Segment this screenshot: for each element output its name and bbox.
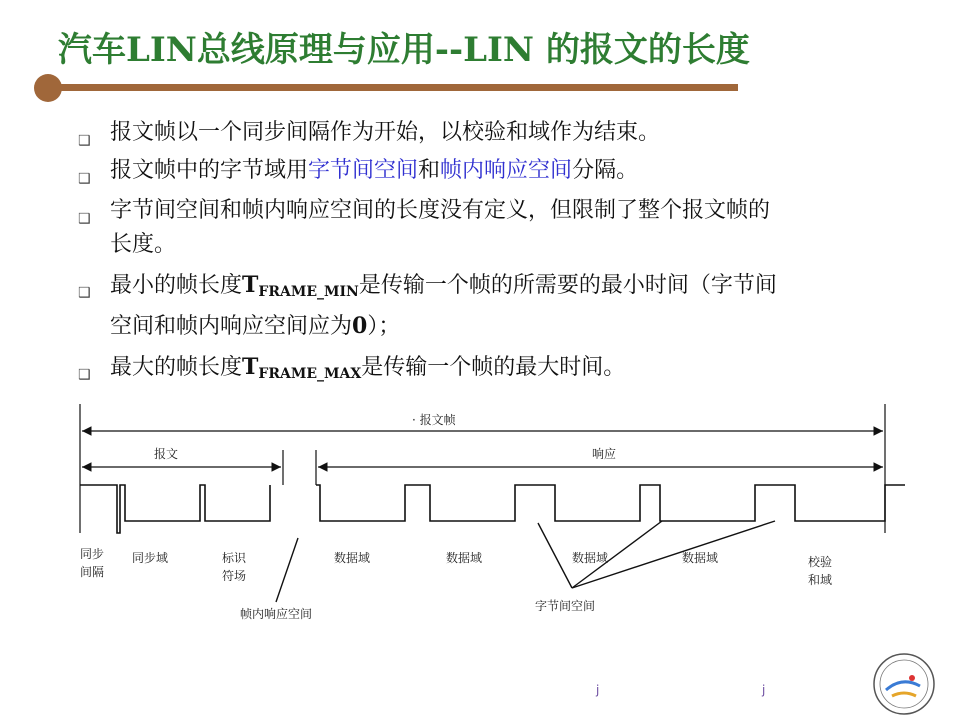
header-label: 报文 — [154, 447, 179, 461]
square-bullet-icon: ❑ — [78, 211, 91, 227]
inframe-pointer-line — [276, 538, 298, 602]
inframe-space-label: 帧内响应空间 — [240, 607, 313, 621]
data-field-label: 数据域 — [572, 551, 609, 565]
bullet-text: 是传输一个帧的所需要的最小时间（字节间 — [358, 273, 777, 298]
square-bullet-icon: ❑ — [78, 133, 91, 149]
bullet-item-2 — [72, 154, 932, 188]
bullet-text: 最大的帧长度 — [110, 355, 243, 380]
checksum-label: 校验 — [808, 555, 833, 569]
data-field-label: 数据域 — [682, 551, 719, 565]
data-field-label: 数据域 — [446, 551, 483, 565]
school-seal-icon — [868, 650, 938, 716]
bullet-text: 报文帧中的字节域用 — [110, 158, 309, 183]
highlight-inframe-space: 帧内响应空间 — [440, 158, 573, 183]
bullet-text: 长度。 — [110, 232, 177, 257]
response-label: 响应 — [592, 447, 617, 461]
t-symbol: T — [242, 272, 259, 298]
bullet-text: 报文帧以一个同步间隔作为开始，以校验和域作为结束。 — [110, 120, 661, 145]
t-subscript: FRAME_MIN — [258, 284, 359, 300]
bullet-text: 最小的帧长度 — [110, 273, 243, 298]
bullet-item-5 — [72, 350, 932, 391]
square-bullet-icon: ❑ — [78, 171, 91, 187]
signal-waveform — [80, 485, 905, 533]
sync-break-label: 间隔 — [80, 565, 105, 579]
bullet-text: 和 — [418, 158, 441, 183]
square-bullet-icon: ❑ — [78, 367, 91, 383]
interbyte-space-label: 字节间空间 — [535, 599, 596, 613]
bullet-text: ）； — [367, 314, 401, 339]
bullet-text: 字节间空间和帧内响应空间的长度没有定义，但限制了整个报文帧的 — [110, 198, 771, 223]
identifier-label: 标识 — [222, 551, 247, 565]
t-symbol: T — [242, 354, 259, 380]
bullet-item-1 — [72, 116, 932, 150]
bullet-text: 分隔。 — [572, 158, 639, 183]
bullet-item-4 — [72, 268, 932, 344]
lin-frame-diagram — [0, 388, 960, 638]
bullet-text: 空间和帧内响应空间应为 — [110, 314, 353, 339]
sync-break-label: 同步 — [80, 547, 105, 561]
zero-value: 0 — [352, 313, 368, 339]
title-accent-bar — [50, 84, 738, 91]
decorative-mark: ϳ — [762, 683, 766, 697]
sync-field-label: 同步域 — [132, 551, 169, 565]
bullet-list — [72, 116, 932, 391]
square-bullet-icon: ❑ — [78, 285, 91, 301]
bullet-text: 是传输一个帧的最大时间。 — [361, 355, 626, 380]
slide-title: 汽车LIN总线原理与应用--LIN 的报文的长度 — [58, 30, 750, 70]
checksum-label: 和域 — [808, 573, 833, 587]
t-subscript: FRAME_MAX — [258, 366, 362, 382]
frame-label: · 报文帧 — [412, 413, 456, 427]
bullet-item-3 — [72, 194, 932, 262]
identifier-label: 符场 — [222, 569, 247, 583]
data-field-label: 数据域 — [334, 551, 371, 565]
highlight-interbyte-space: 字节间空间 — [308, 158, 419, 183]
decorative-mark: ϳ — [596, 683, 600, 697]
